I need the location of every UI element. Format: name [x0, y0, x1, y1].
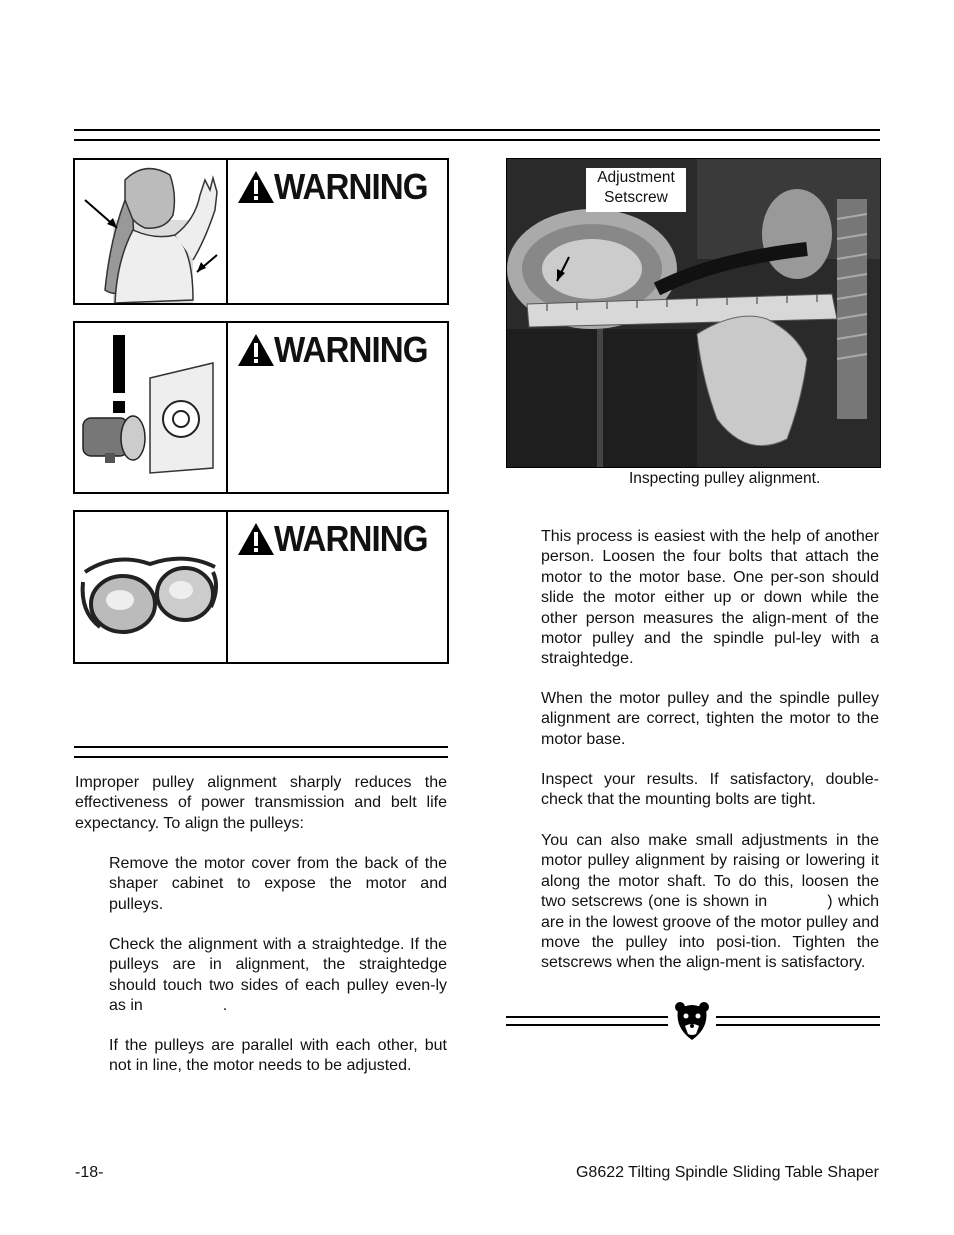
- warning-box-glasses: [73, 510, 449, 664]
- warning-heading: [236, 329, 441, 371]
- top-rule: [74, 129, 880, 141]
- warning-box-plug: [73, 321, 449, 494]
- end-rule-left: [506, 1016, 668, 1026]
- right-paragraph-1: This process is easiest with the help of another person. Loosen the four bolts that attach the motor to the motor base. One per-son should slide the motor either up or down while the other person measures the align-ment of the motor pulley and the spindle pul-ley with a straightedge.: [541, 528, 879, 668]
- warning-word: WARNING: [274, 166, 428, 207]
- warning-triangle-icon: [236, 169, 276, 205]
- step-1: Remove the motor cover from the back of the shaper cabinet to expose the motor and pulleys.: [109, 855, 447, 913]
- long-hair-and-sleeves-illustration: [75, 160, 228, 303]
- warning-triangle-icon: [236, 521, 276, 557]
- adjustment-setscrew-callout: Adjustment Setscrew: [586, 168, 686, 212]
- step-2: Check the alignment with a straightedge. If the pulleys are in alignment, the straightedge should touch two sides of each pulley even-ly as in .: [109, 936, 447, 1015]
- warning-heading: [236, 518, 441, 560]
- safety-glasses-illustration: [75, 512, 228, 662]
- photo-caption: Inspecting pulley alignment.: [629, 470, 821, 487]
- warning-word: WARNING: [274, 329, 428, 370]
- intro-paragraph: Improper pulley alignment sharply reduces the effectiveness of power transmission and belt life expectancy. To align the pulleys:: [75, 774, 447, 832]
- footer-title: G8622 Tilting Spindle Sliding Table Shaper: [575, 1164, 879, 1181]
- page-number: -18-: [75, 1164, 104, 1181]
- pulley-alignment-photo: [506, 158, 881, 468]
- step-3: If the pulleys are parallel with each other, but not in line, the motor needs to be adjusted.: [109, 1037, 447, 1075]
- section-rule: [74, 746, 448, 758]
- warning-heading: [236, 166, 441, 208]
- right-paragraph-3: Inspect your results. If satisfactory, double-check that the mounting bolts are tight.: [541, 771, 879, 809]
- end-rule-right: [716, 1016, 880, 1026]
- right-paragraph-2: When the motor pulley and the spindle pulley alignment are correct, tighten the motor to the motor base.: [541, 690, 879, 748]
- plug-and-outlet-illustration: [75, 323, 228, 492]
- warning-triangle-icon: [236, 332, 276, 368]
- right-paragraph-4: You can also make small adjustments in the motor pulley alignment by raising or lowering it along the motor shaft. To do this, loosen the two setscrews (one is shown in ) which are in the lowest groove of the motor pulley and move the pulley into posi-tion. Tighten the setscrews when the align-ment is satisfactory.: [541, 832, 879, 972]
- warning-box-hair: [73, 158, 449, 305]
- bear-logo-icon: [674, 1000, 710, 1042]
- warning-word: WARNING: [274, 518, 428, 559]
